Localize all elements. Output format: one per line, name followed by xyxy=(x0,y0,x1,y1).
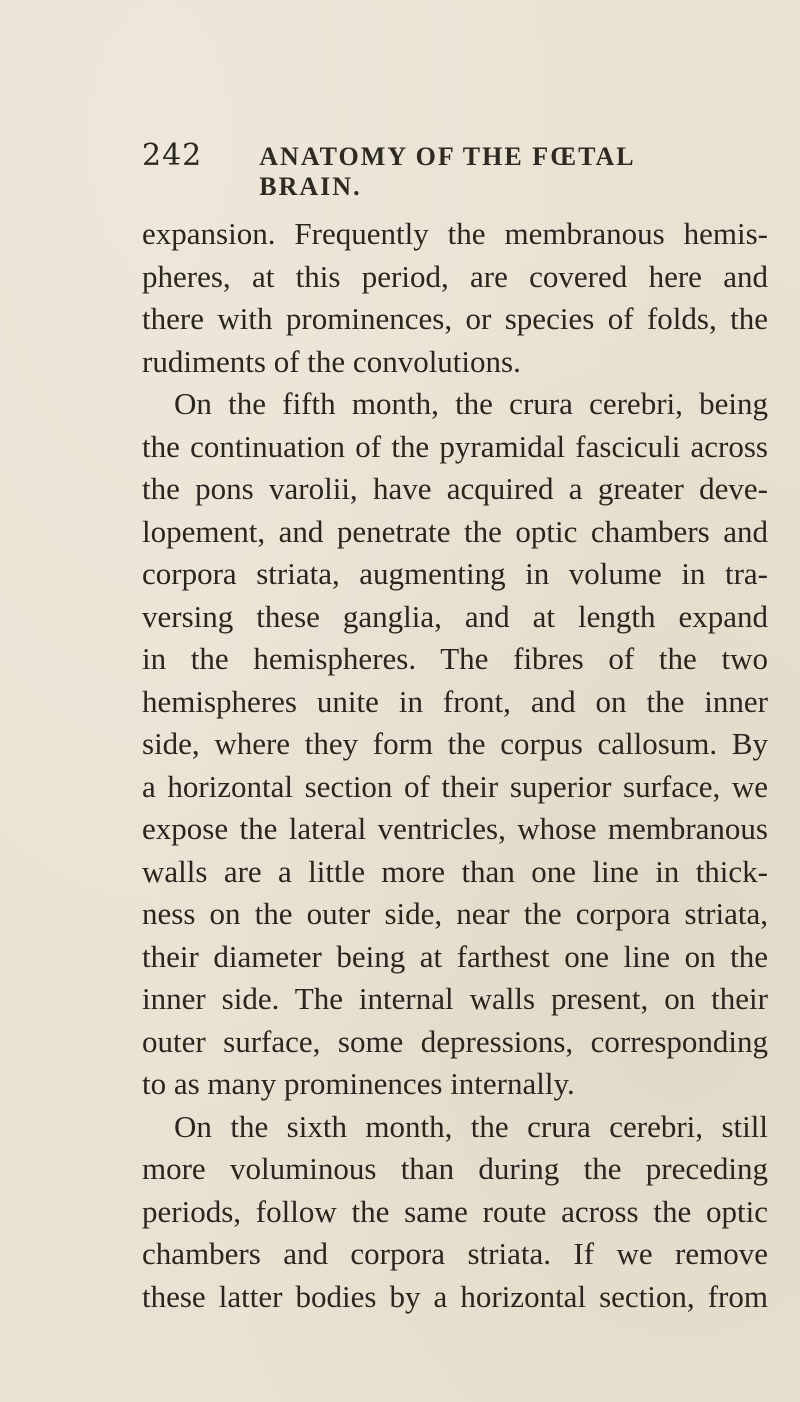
text-line: ness on the outer side, near the corpora striata, xyxy=(142,896,768,931)
text-line: chambers and corpora striata. If we remove xyxy=(142,1236,768,1271)
text-line: their diameter being at farthest one line on the xyxy=(142,938,768,974)
text-line: expose the lateral ventricles, whose membranous xyxy=(142,811,768,846)
running-head: ANATOMY OF THE FŒTAL BRAIN. xyxy=(259,142,635,201)
text-line: On the sixth month, the crura cerebri, still xyxy=(174,1108,768,1144)
text-line: the pons varolii, have acquired a greater deve- xyxy=(142,471,768,506)
text-line: expansion. Frequently the membranous hemis- xyxy=(142,216,768,251)
body-text xyxy=(142,213,768,1318)
text-line: inner side. The internal walls present, on their xyxy=(142,981,768,1016)
text-line: pheres, at this period, are covered here and xyxy=(142,258,768,294)
text-line: the continuation of the pyramidal fasciculi across xyxy=(142,428,768,464)
text-line: hemispheres unite in front, and on the inner xyxy=(142,683,768,719)
text-line: in the hemispheres. The fibres of the two xyxy=(142,641,768,676)
text-line: side, where they form the corpus callosum. By xyxy=(142,726,768,761)
page-number: 242 xyxy=(142,138,203,173)
text-line: versing these ganglia, and at length expand xyxy=(142,598,768,634)
text-line: corpora striata, augmenting in volume in tra- xyxy=(142,556,768,591)
text-line: more voluminous than during the preceding xyxy=(142,1151,768,1186)
text-line: lopement, and penetrate the optic chambers and xyxy=(142,513,768,549)
text-line: rudiments of the convolutions. xyxy=(142,343,521,379)
text-line: periods, follow the same route across the optic xyxy=(142,1193,768,1229)
text-line: outer surface, some depressions, corresponding xyxy=(142,1023,768,1059)
text-line: these latter bodies by a horizontal section, from xyxy=(142,1278,768,1314)
text-line: to as many prominences internally. xyxy=(142,1066,575,1101)
text-line: a horizontal section of their superior surface, we xyxy=(142,768,768,804)
page-header xyxy=(142,138,742,201)
text-line: On the fifth month, the crura cerebri, being xyxy=(174,386,768,421)
text-line: walls are a little more than one line in thick- xyxy=(142,853,768,889)
text-line: there with prominences, or species of folds, the xyxy=(142,301,768,336)
